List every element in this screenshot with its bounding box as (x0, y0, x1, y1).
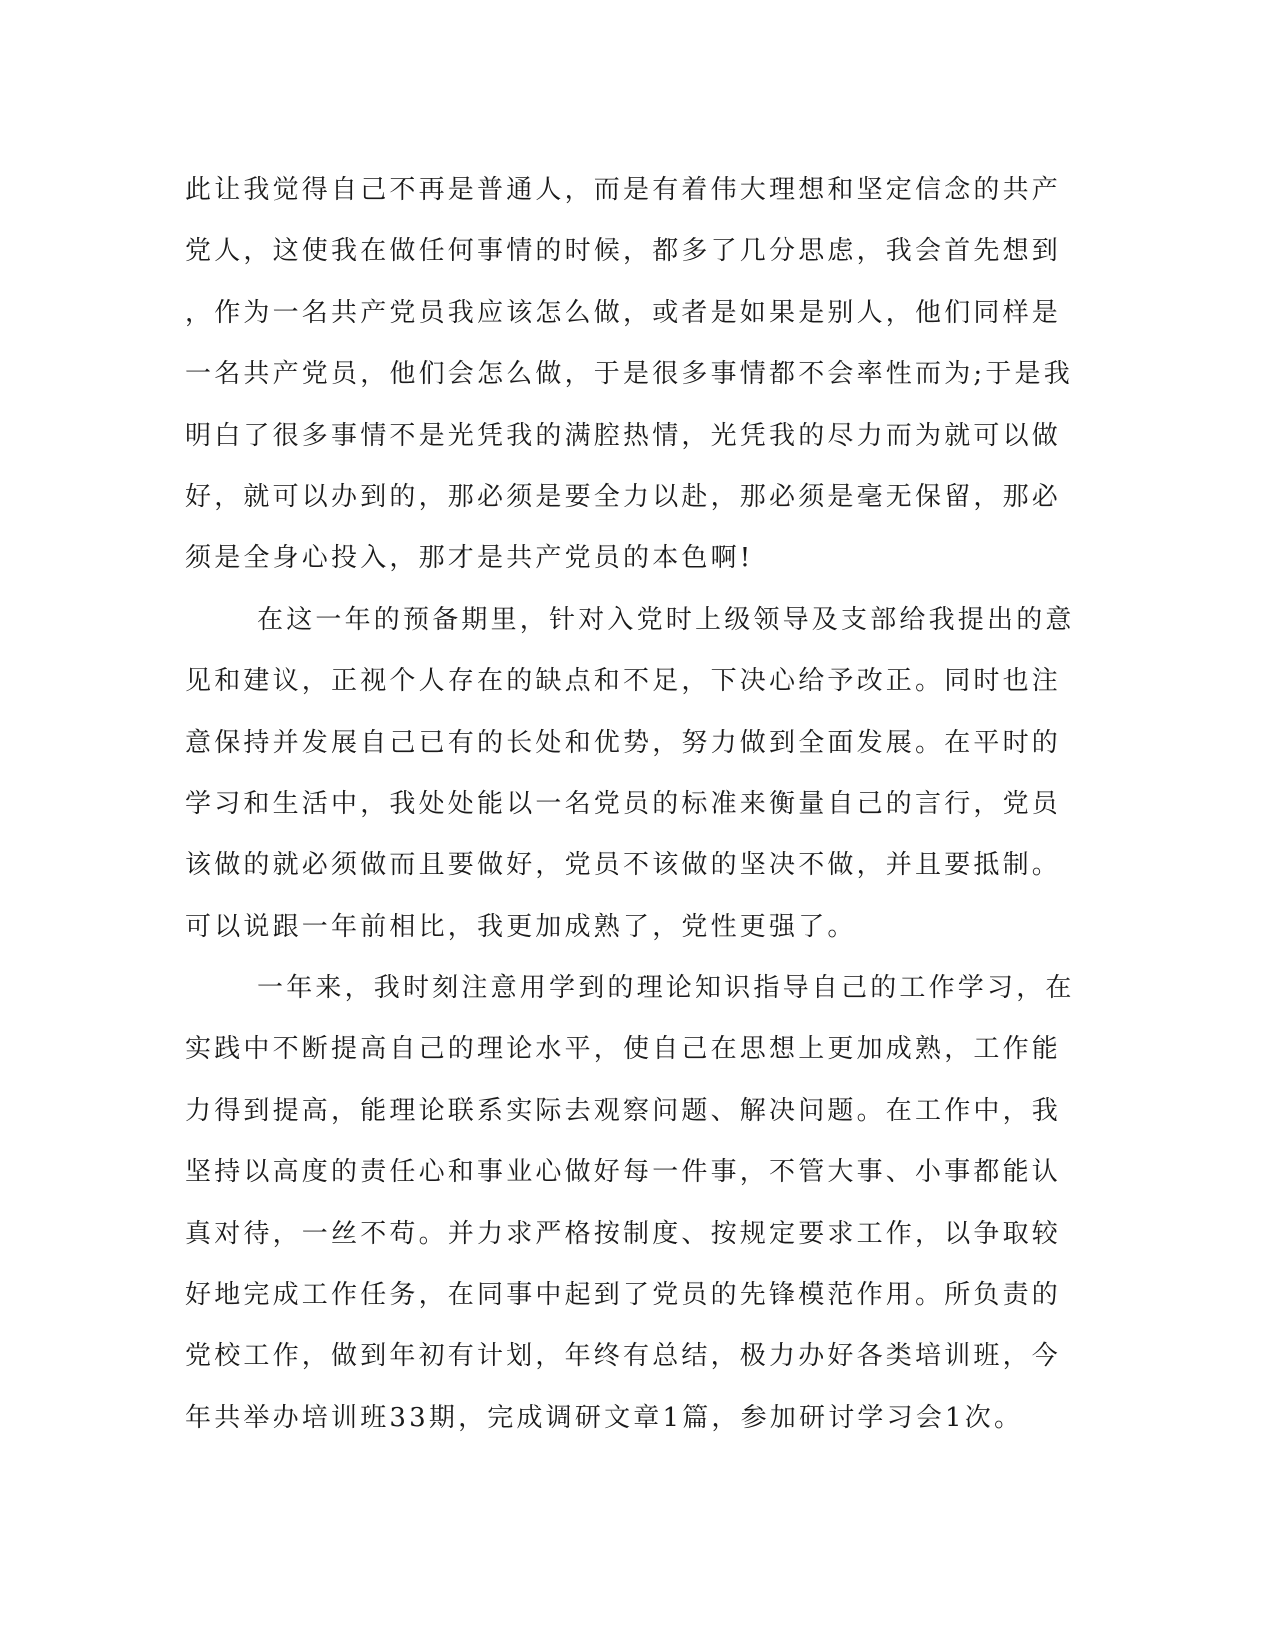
text-line: 学习和生活中，我处处能以一名党员的标准来衡量自己的言行，党员 (185, 788, 1062, 819)
text-line: 好地完成工作任务，在同事中起到了党员的先锋模范作用。所负责的 (185, 1280, 1062, 1311)
text-line: 坚持以高度的责任心和事业心做好每一件事，不管大事、小事都能认 (185, 1157, 1062, 1188)
text-line: 须是全身心投入，那才是共产党员的本色啊! (185, 543, 754, 574)
text-line: 意保持并发展自己已有的长处和优势，努力做到全面发展。在平时的 (185, 727, 1062, 758)
text-line: 党校工作，做到年初有计划，年终有总结，极力办好各类培训班，今 (185, 1341, 1062, 1372)
text-line: 实践中不断提高自己的理论水平，使自己在思想上更加成熟，工作能 (185, 1034, 1062, 1065)
text-line: 明白了很多事情不是光凭我的满腔热情，光凭我的尽力而为就可以做 (185, 420, 1062, 451)
text-line: 此让我觉得自己不再是普通人，而是有着伟大理想和坚定信念的共产 (185, 175, 1062, 205)
text-line: 可以说跟一年前相比，我更加成熟了，党性更强了。 (185, 911, 857, 942)
text-line: 党人，这使我在做任何事情的时候，都多了几分思虑，我会首先想到 (185, 236, 1062, 267)
text-line: 真对待，一丝不苟。并力求严格按制度、按规定要求工作，以争取较 (185, 1218, 1062, 1249)
document-body (185, 160, 1085, 1449)
text-line: 一名共产党员，他们会怎么做，于是很多事情都不会率性而为;于是我 (185, 359, 1073, 390)
text-line: 该做的就必须做而且要做好，党员不该做的坚决不做，并且要抵制。 (185, 850, 1062, 881)
text-line: 见和建议，正视个人存在的缺点和不足，下决心给予改正。同时也注 (185, 666, 1062, 697)
text-line: 年共举办培训班33期，完成调研文章1篇，参加研讨学习会1次。 (185, 1402, 1024, 1433)
text-line: ，作为一名共产党员我应该怎么做，或者是如果是别人，他们同样是 (185, 297, 1062, 328)
paragraph-first-line: 在这一年的预备期里，针对入党时上级领导及支部给我提出的意 (257, 604, 1075, 635)
text-line: 力得到提高，能理论联系实际去观察问题、解决问题。在工作中，我 (185, 1095, 1062, 1126)
paragraph-first-line: 一年来，我时刻注意用学到的理论知识指导自己的工作学习，在 (257, 973, 1075, 1004)
text-line: 好，就可以办到的，那必须是要全力以赴，那必须是毫无保留，那必 (185, 481, 1062, 512)
